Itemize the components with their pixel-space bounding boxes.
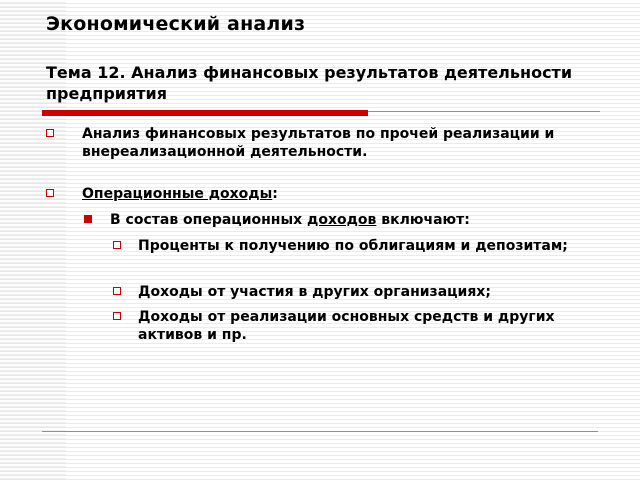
hollow-square-bullet-icon [113, 312, 121, 320]
hollow-square-bullet-icon [46, 129, 54, 137]
operating-income-colon: : [272, 186, 278, 202]
bullet-financial-results [82, 125, 610, 161]
bullet-participation [138, 283, 610, 301]
header-title: Экономический анализ [46, 13, 306, 35]
bullet-composition [110, 211, 610, 229]
bullet-interest [138, 237, 588, 255]
composition-suffix: включают: [376, 212, 470, 228]
bullet-asset-sales [138, 308, 618, 344]
slide-title: Тема 12. Анализ финансовых результатов деятельности предприятия [46, 63, 573, 103]
bullet-interest-text: Проценты к получению по облигациям и депозитам; [138, 238, 568, 254]
hollow-square-bullet-icon [113, 287, 121, 295]
bullet-financial-results-text: Анализ финансовых результатов по прочей реализации и внереализационной деятельности. [82, 126, 555, 160]
bullet-participation-text: Доходы от участия в других организациях; [138, 284, 491, 300]
operating-income-label: Операционные доходы [82, 186, 273, 202]
solid-square-bullet-icon [84, 215, 92, 223]
bullet-asset-sales-text: Доходы от реализации основных средств и других активов и пр. [138, 309, 555, 343]
hollow-square-bullet-icon [113, 241, 121, 249]
hollow-square-bullet-icon [46, 189, 54, 197]
footer-divider [42, 431, 598, 432]
composition-income-word: доходов [307, 212, 377, 228]
composition-prefix: В состав операционных [110, 212, 308, 228]
bullet-operating-income [82, 185, 610, 203]
